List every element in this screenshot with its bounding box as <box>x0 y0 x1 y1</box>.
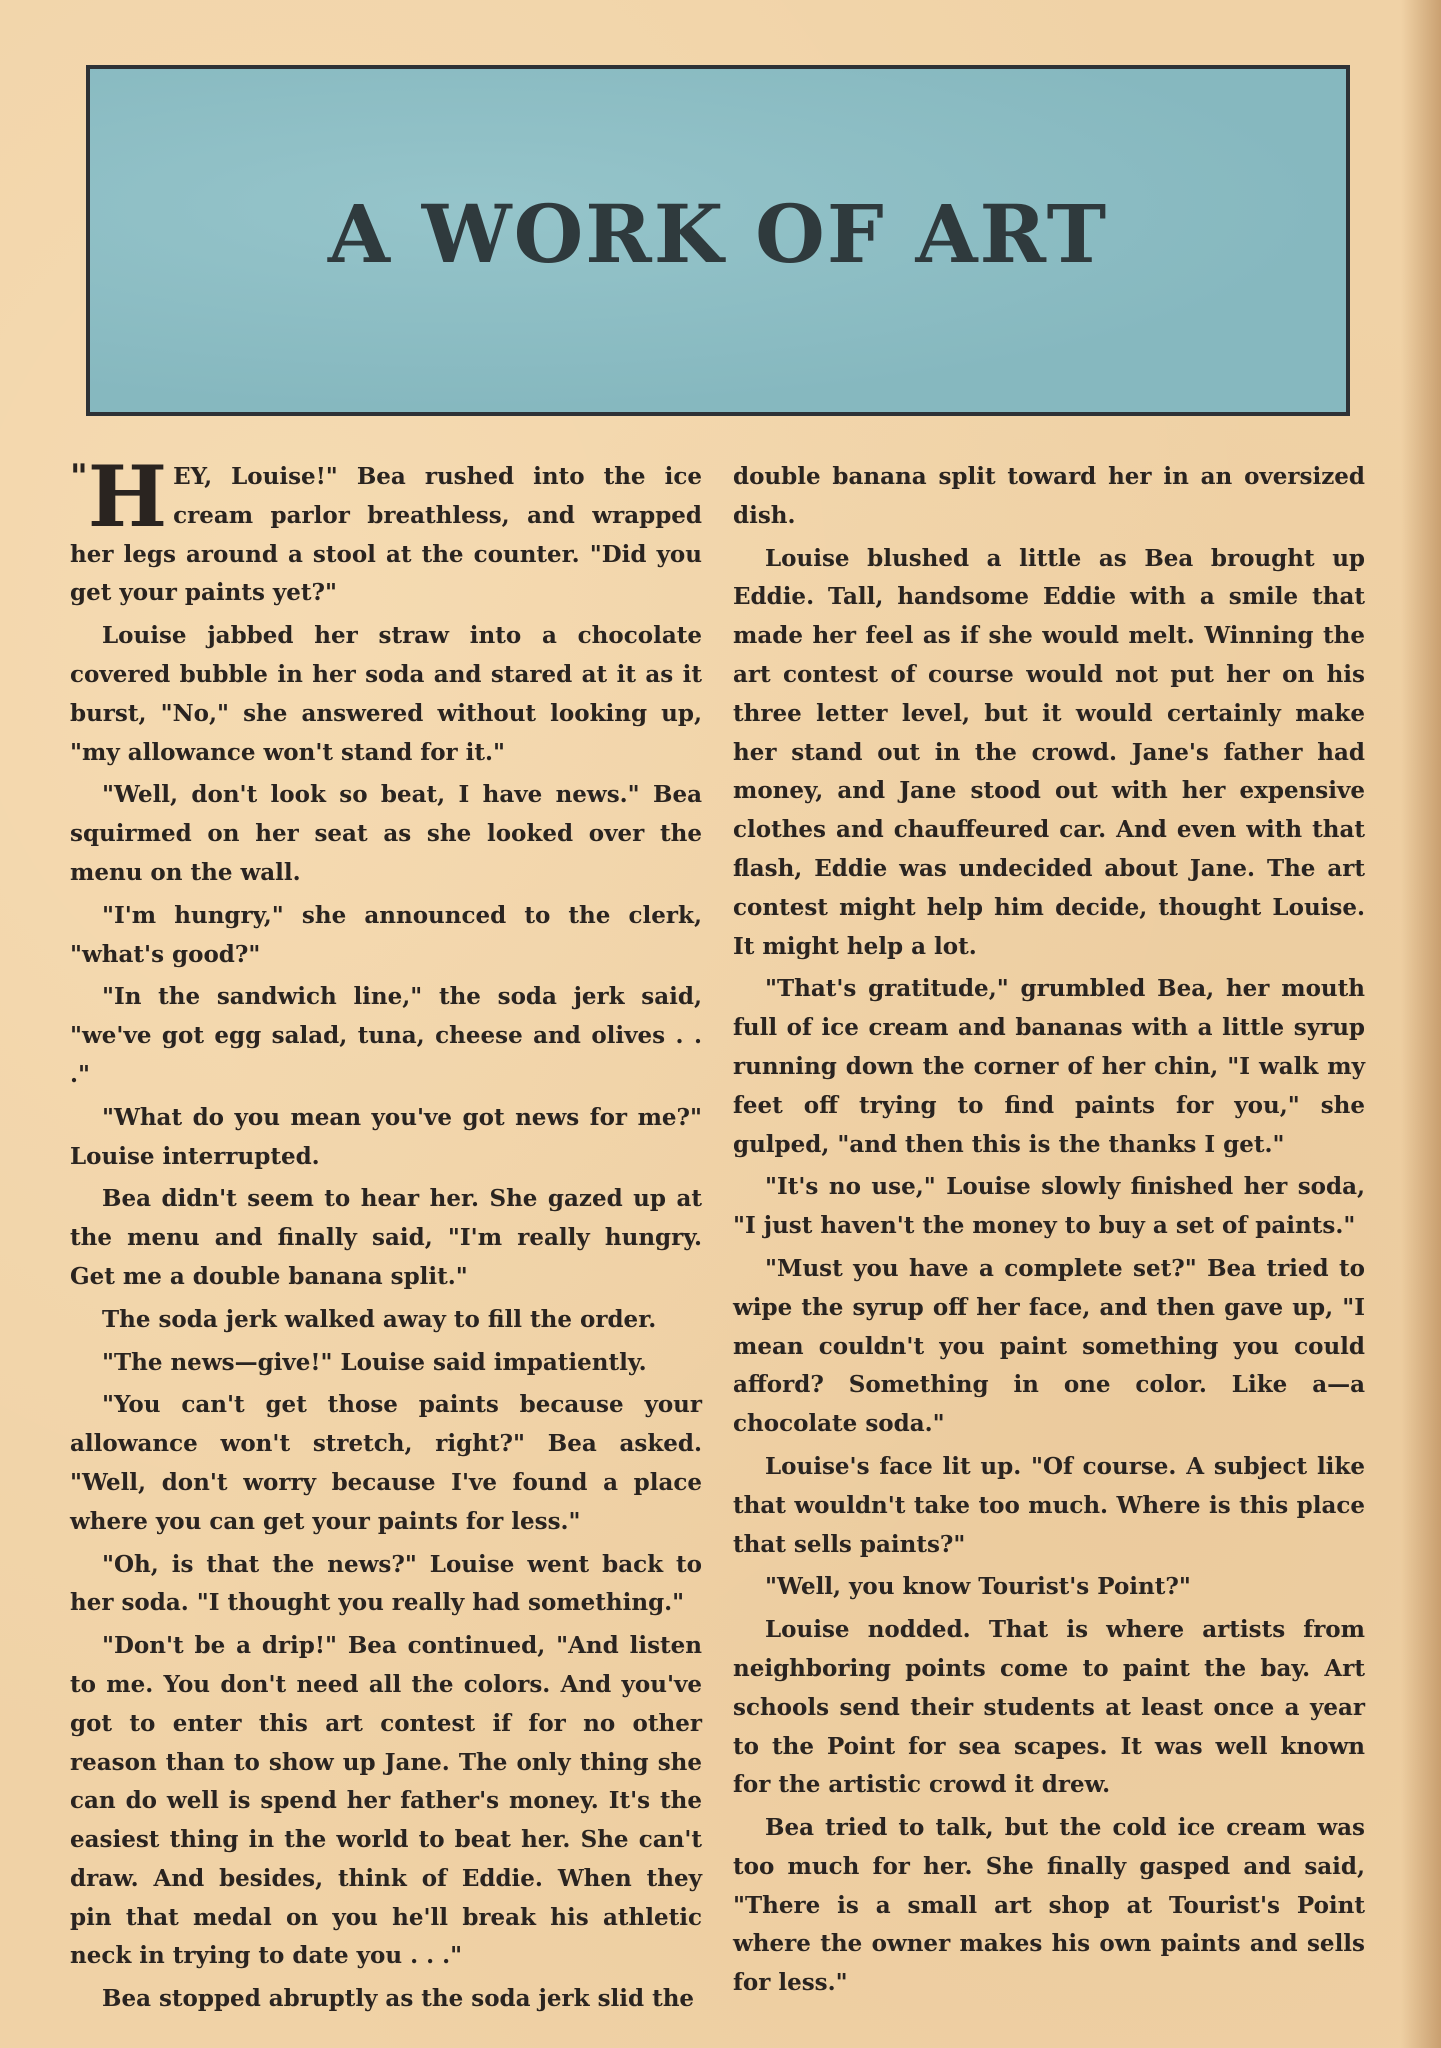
story-title: A WORK OF ART <box>327 187 1109 281</box>
paragraph: Bea didn't seem to hear her. She gazed up at the menu and finally said, "I'm really hungry. Get me a double banana split." <box>70 1185 702 1290</box>
paragraph: "Don't be a drip!" Bea continued, "And listen to me. You don't need all the colors. And you've got to enter this art contest if for no other reason than to show up Jane. The only thing she can do well is spend her father's money. It's the easiest thing in the world to beat her. She can't draw. And besides, think of Eddie. When they pin that medal on you he'll break his athletic neck in trying to date you . . ." <box>70 1632 702 1970</box>
paragraph: "You can't get those paints because your allowance won't stretch, right?" Bea asked. "Well, don't worry because I've found a place where you can get your paints for less." <box>70 1391 702 1535</box>
paragraph: "What do you mean you've got news for me?" Louise interrupted. <box>70 1103 702 1170</box>
paragraph: Louise jabbed her straw into a chocolate covered bubble in her soda and stared at it as it burst, "No," she answered without looking up, "my allowance won't stand for it." <box>70 622 702 766</box>
paragraph: "Must you have a complete set?" Bea tried to wipe the syrup off her face, and then gave up, "I mean couldn't you paint something you could afford? Something in one color. Like a—a chocolate soda." <box>733 1254 1365 1438</box>
title-panel <box>86 65 1350 416</box>
paragraph: Louise's face lit up. "Of course. A subject like that wouldn't take too much. Where is this place that sells paints?" <box>733 1452 1365 1558</box>
paragraph-text: EY, Louise!" Bea rushed into the ice cream parlor breathless, and wrapped her legs around a stool at the counter. "Did you get your paints yet?" <box>70 463 702 607</box>
paragraph: "Oh, is that the news?" Louise went back to her soda. "I thought you really had something." <box>70 1550 702 1617</box>
opening-quote: " <box>70 457 88 497</box>
paragraph: double banana split toward her in an oversized dish. <box>733 463 1365 529</box>
paragraph: The soda jerk walked away to fill the order. <box>102 1305 657 1333</box>
paragraph: Bea tried to talk, but the cold ice cream was too much for her. She finally gasped and said, "There is a small art shop at Tourist's Point where the owner makes his own paints and sells for less." <box>733 1814 1365 1997</box>
right-column <box>733 458 1365 2007</box>
paragraph: "Well, don't look so beat, I have news." Bea squirmed on her seat as she looked over the menu on the wall. <box>70 781 702 886</box>
paragraph: Louise blushed a little as Bea brought up Eddie. Tall, handsome Eddie with a smile that made her feel as if she would melt. Winning the art contest of course would not put her on his three letter level, but it would certainly make her stand out in the crowd. Jane's father had money, and Jane stood out with her expensive clothes and chauffeured car. And even with that flash, Eddie was undecided about Jane. The art contest might help him decide, thought Louise. It might help a lot. <box>733 544 1365 960</box>
paragraph: "The news—give!" Louise said impatiently. <box>102 1348 647 1376</box>
drop-cap: H <box>87 447 168 546</box>
paragraph: "I'm hungry," she announced to the clerk, "what's good?" <box>70 901 702 968</box>
paragraph: "That's gratitude," grumbled Bea, her mouth full of ice cream and bananas with a little syrup running down the corner of her chin, "I walk my feet off trying to find paints for you," she gulped, "and then this is the thanks I get." <box>733 975 1365 1158</box>
paragraph: Bea stopped abruptly as the soda jerk slid the <box>102 1985 695 2013</box>
paragraph: Louise nodded. That is where artists from neighboring points come to paint the bay. Art schools send their students at least once a year to the Point for sea scapes. It was well known for the artistic crowd it drew. <box>733 1616 1365 1799</box>
page-edge-shadow <box>1401 0 1441 2048</box>
paragraph: "Well, you know Tourist's Point?" <box>765 1573 1191 1601</box>
paragraph: "In the sandwich line," the soda jerk said, "we've got egg salad, tuna, cheese and olives . . ." <box>70 983 702 1088</box>
paragraph: "It's no use," Louise slowly finished her soda, "I just haven't the money to buy a set of paints." <box>733 1173 1365 1240</box>
paragraph <box>70 447 702 613</box>
left-column <box>70 447 702 2023</box>
